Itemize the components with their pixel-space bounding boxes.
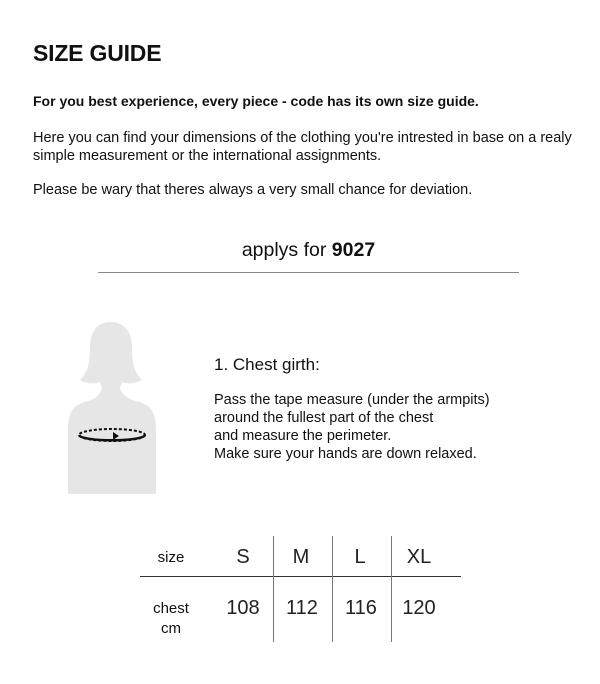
chest-value-cell: 120 (402, 597, 436, 619)
female-torso-chest-measure-icon (60, 318, 164, 494)
size-table (140, 536, 461, 642)
instruction-line: around the fullest part of the chest (214, 410, 434, 426)
chest-value-cell: 116 (345, 597, 377, 619)
table-header-divider (140, 576, 461, 577)
head-shape (68, 322, 156, 494)
page-title: SIZE GUIDE (33, 40, 162, 66)
unit-label-line: cm (161, 620, 181, 637)
size-header-cell: S (236, 546, 250, 568)
section-divider (98, 272, 519, 273)
product-code: 9027 (331, 239, 376, 261)
size-header-cell: XL (406, 546, 432, 568)
column-divider (391, 536, 392, 642)
column-divider (332, 536, 333, 642)
intro-description: Here you can find your dimensions of the clothing you're intrested in base on a realy simple measurement or the international assignments. (33, 130, 572, 164)
applies-heading (0, 239, 600, 262)
size-header-cell: M (292, 546, 310, 568)
chest-label-line: chest (153, 600, 189, 617)
size-header-cell: L (354, 546, 366, 568)
torso-figure-svg (60, 318, 164, 494)
chest-value-cell: 112 (286, 597, 318, 619)
measurement-title: 1. Chest girth: (214, 355, 320, 374)
chest-row-label (140, 599, 202, 639)
instruction-line: Make sure your hands are down relaxed. (214, 446, 477, 462)
instruction-line: and measure the perimeter. (214, 428, 392, 444)
applies-prefix: applys for (241, 239, 327, 261)
instruction-line: Pass the tape measure (under the armpits) (214, 392, 490, 408)
column-divider (273, 536, 274, 642)
measurement-instructions (214, 391, 490, 463)
deviation-note: Please be wary that theres always a very small chance for deviation. (33, 182, 473, 198)
chest-value-cell: 108 (226, 597, 260, 619)
size-header-label: size (157, 549, 185, 566)
intro-bold-text: For you best experience, every piece - code has its own size guide. (33, 93, 479, 109)
